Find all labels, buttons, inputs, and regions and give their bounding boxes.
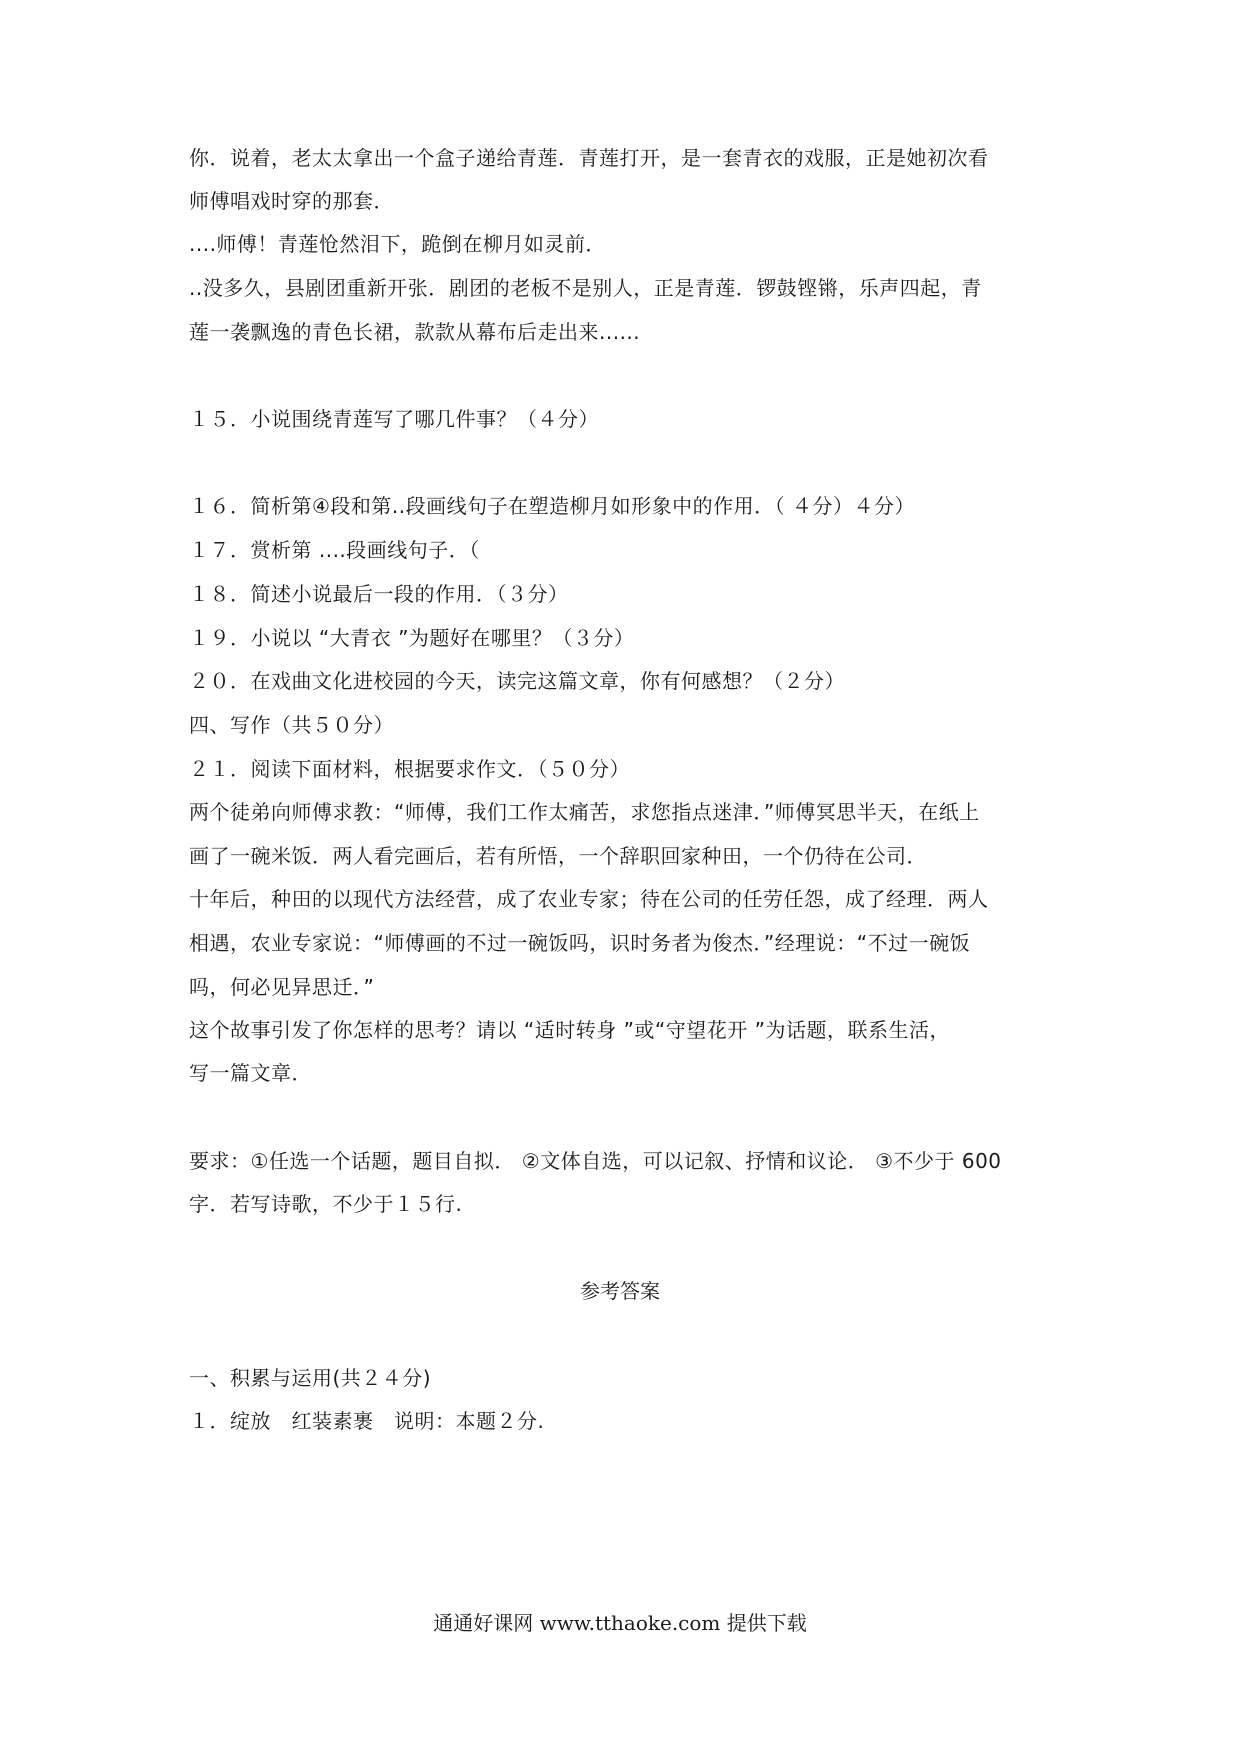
- material-line: 两个徒弟向师傅求教：“师傅，我们工作太痛苦，求您指点迷津．”师傅冥思半天，在纸上: [189, 800, 980, 824]
- question-19: １９．小说以 “大青衣 ”为题好在哪里？（３分）: [189, 626, 635, 650]
- question-16: １６．简析第④段和第..段画线句子在塑造柳月如形象中的作用．（ ４分）４分）: [189, 494, 916, 518]
- material-line: 写一篇文章．: [189, 1061, 312, 1085]
- story-paragraph-line: 师傅唱戏时穿的那套．: [189, 189, 394, 213]
- answers-section-heading: 一、积累与运用(共２４分): [189, 1366, 432, 1390]
- material-line: 吗，何必见异思迁．”: [189, 975, 375, 999]
- section-heading-writing: 四、写作（共５０分）: [189, 713, 394, 737]
- material-line: 画了一碗米饭．两人看完画后，若有所悟，一个辞职回家种田，一个仍待在公司．: [189, 844, 927, 868]
- question-20: ２０．在戏曲文化进校园的今天，读完这篇文章，你有何感想？（２分）: [189, 669, 845, 693]
- question-15: １５．小说围绕青莲写了哪几件事？（４分）: [189, 407, 599, 431]
- story-paragraph-line: ..没多久，县剧团重新开张．剧团的老板不是别人，正是青莲．锣鼓铿锵，乐声四起，青: [189, 276, 982, 300]
- story-paragraph-line: 莲一袭飘逸的青色长裙，款款从幕布后走出来......: [189, 320, 641, 344]
- answer-1: １．绽放 红装素裹 说明：本题２分.: [189, 1409, 545, 1433]
- requirements-line: 字．若写诗歌，不少于１５行.: [189, 1192, 463, 1216]
- question-18: １８．简述小说最后一段的作用．（３分）: [189, 582, 569, 606]
- question-21: ２１．阅读下面材料，根据要求作文．（５０分）: [189, 757, 630, 781]
- material-line: 十年后，种田的以现代方法经营，成了农业专家；待在公司的任劳任怨，成了经理．两人: [189, 887, 989, 911]
- material-line: 这个故事引发了你怎样的思考？请以 “适时转身 ”或“守望花开 ”为话题，联系生活，: [189, 1018, 951, 1042]
- story-paragraph-line: ....师傅！青莲怆然泪下，跪倒在柳月如灵前．: [189, 232, 606, 256]
- material-line: 相遇，农业专家说：“师傅画的不过一碗饭吗，识时务者为俊杰．”经理说：“不过一碗饭: [189, 931, 971, 955]
- answers-title: 参考答案: [580, 1279, 660, 1303]
- story-paragraph-line: 你．说着，老太太拿出一个盒子递给青莲．青莲打开，是一套青衣的戏服，正是她初次看: [189, 146, 989, 170]
- question-17: １７．赏析第 ....段画线句子．（: [189, 538, 480, 562]
- page-footer: 通通好课网 www.tthaoke.com 提供下载: [433, 1611, 807, 1635]
- requirements-line: 要求：①任选一个话题，题目自拟． ②文体自选，可以记叙、抒情和议论． ③不少于 600: [189, 1149, 1002, 1173]
